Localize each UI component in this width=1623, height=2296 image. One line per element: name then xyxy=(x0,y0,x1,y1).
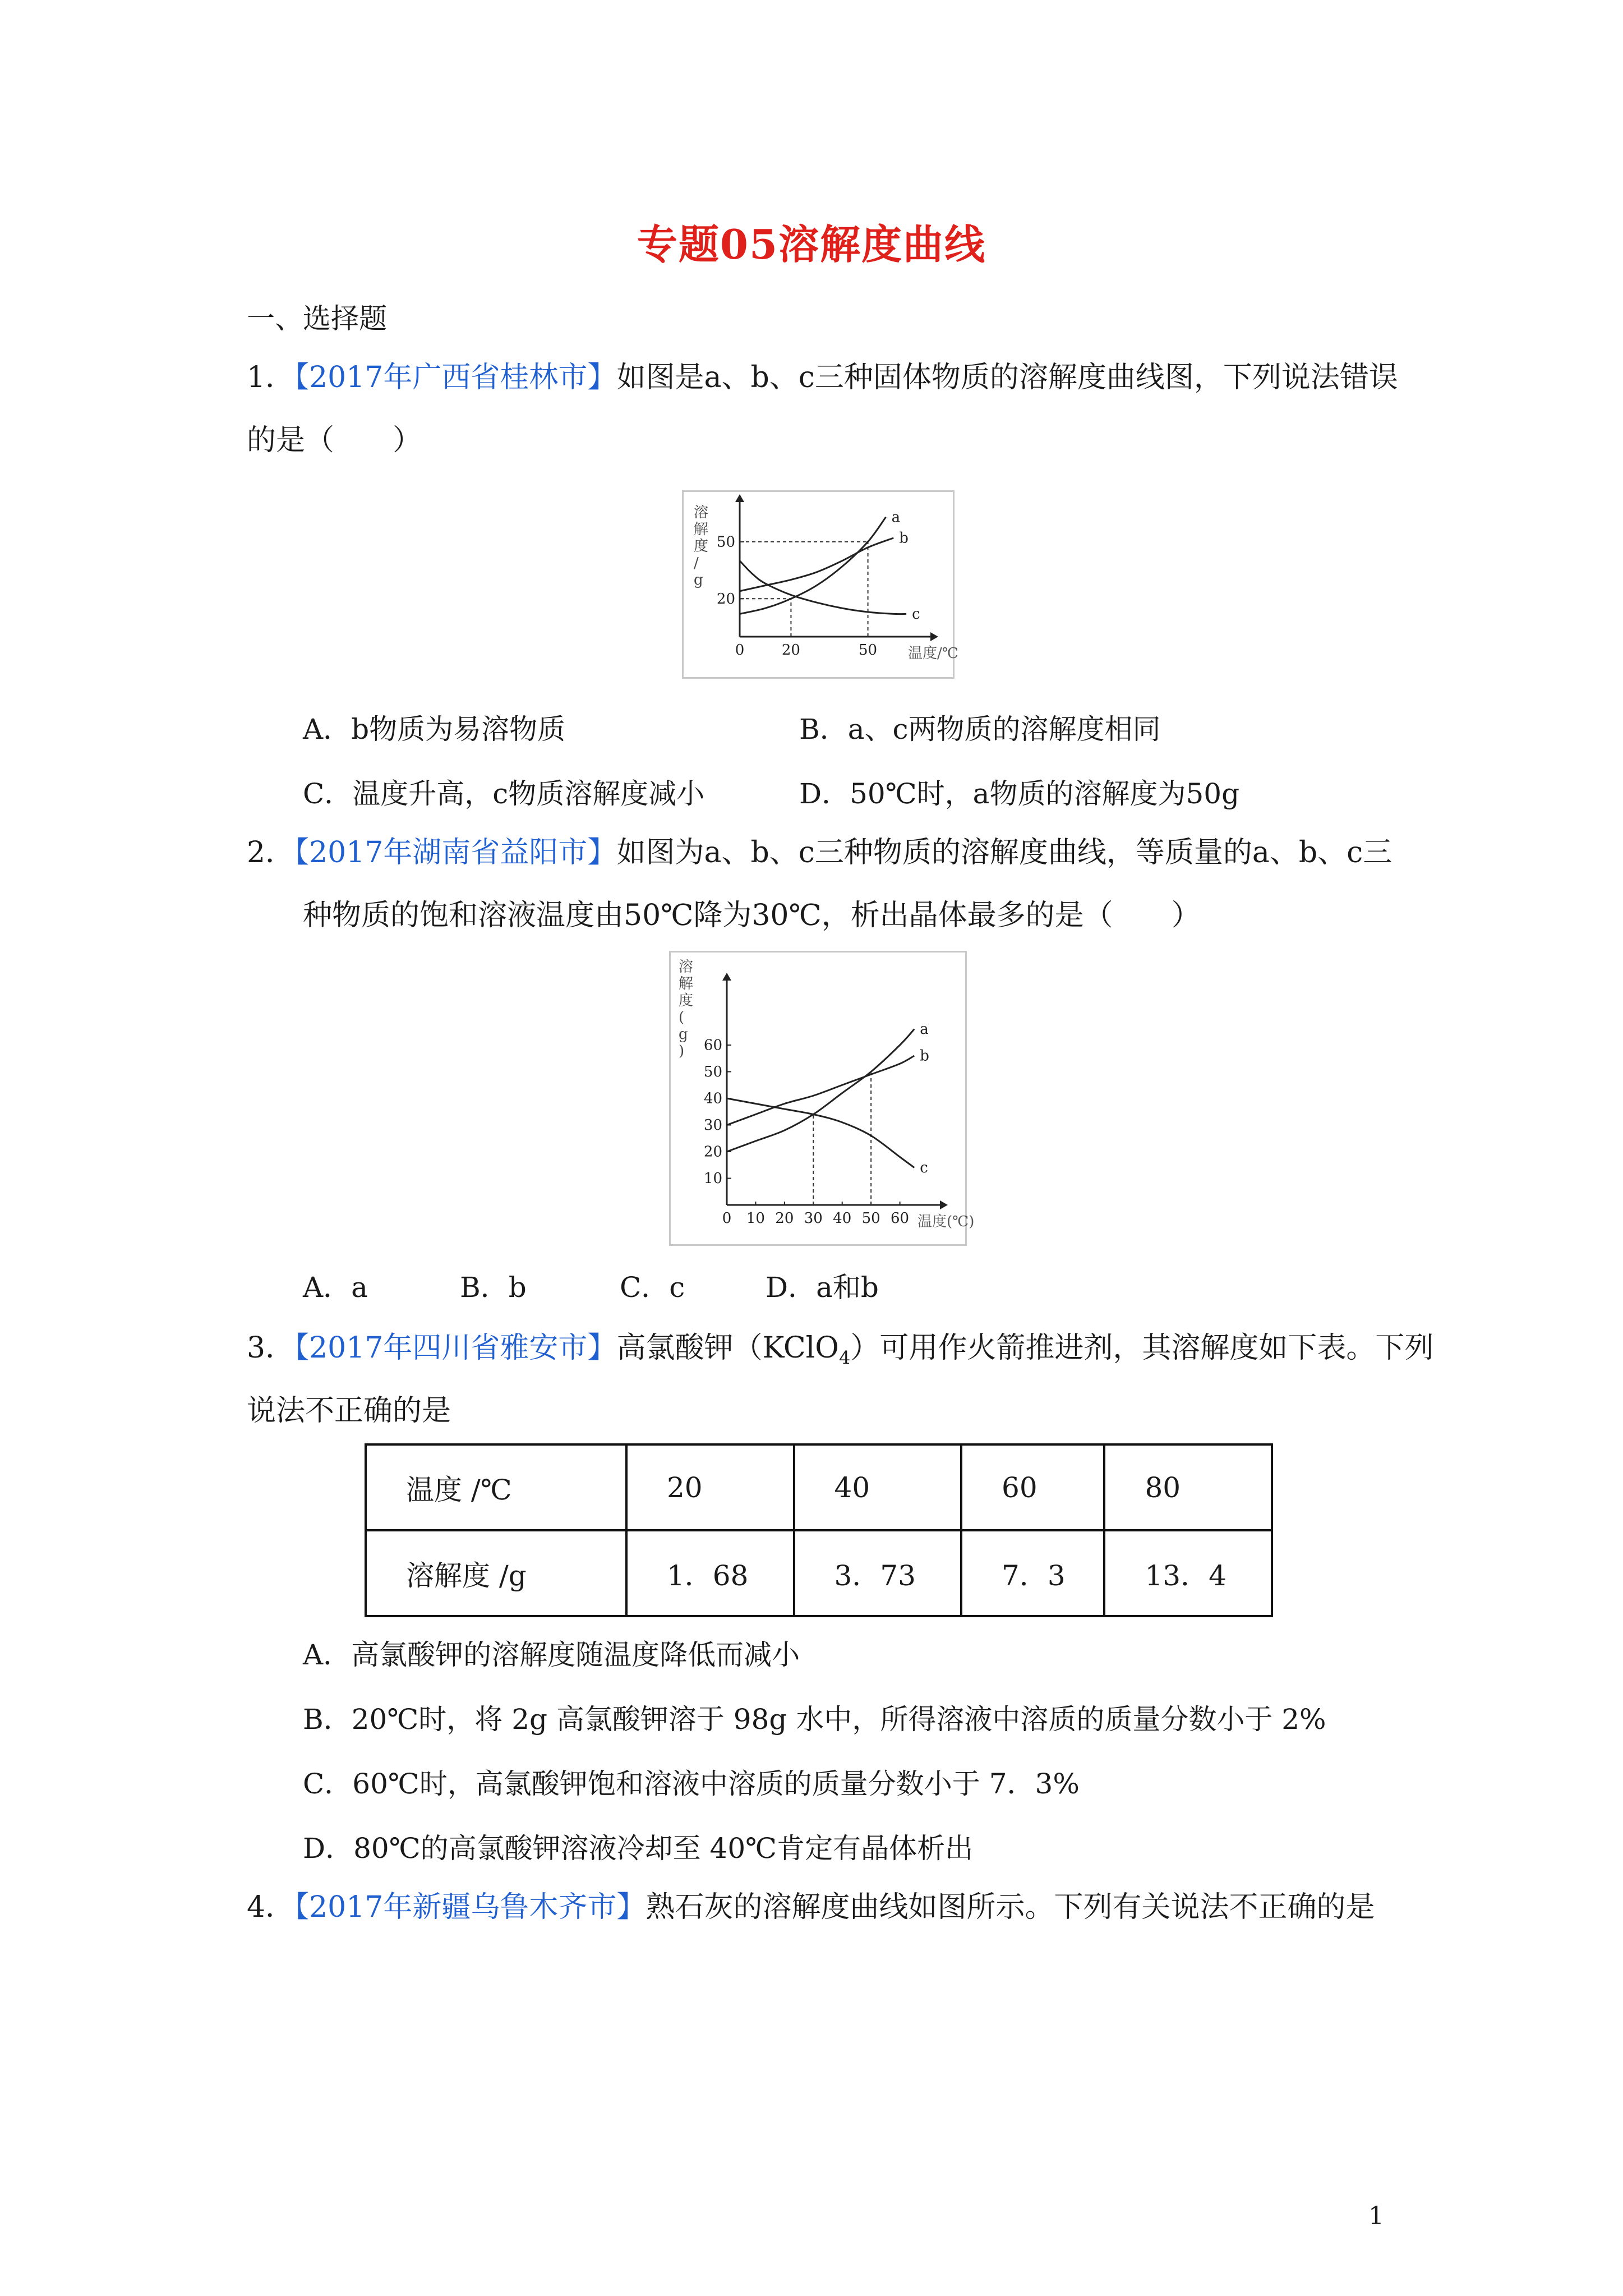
q3-option-b: B．20℃时，将 2g 高氯酸钾溶于 98g 水中，所得溶液中溶质的质量分数小于 2% xyxy=(303,1703,1326,1736)
page-title: 专题05溶解度曲线 xyxy=(637,220,986,268)
x-tick-label: 30 xyxy=(804,1210,823,1227)
x-tick-label: 20 xyxy=(775,1210,794,1227)
table-row xyxy=(366,1530,1272,1616)
q4-number: 4． xyxy=(247,1890,295,1924)
table-cell: 3．73 xyxy=(794,1530,962,1616)
table-cell: 1．68 xyxy=(626,1530,794,1616)
y-axis-label: 溶解度( g ) xyxy=(679,959,694,1060)
section-heading: 一、选择题 xyxy=(247,302,387,335)
y-tick-label: 50 xyxy=(703,1064,722,1081)
table-cell: 溶解度 /g xyxy=(366,1530,626,1616)
q2-option-d: D．a和b xyxy=(766,1271,879,1304)
x-axis-label: 温度(℃) xyxy=(917,1213,975,1230)
y-axis-arrow xyxy=(722,973,731,981)
q4-text: 熟石灰的溶解度曲线如图所示。下列有关说法不正确的是 xyxy=(645,1890,1375,1924)
y-tick-label: 40 xyxy=(703,1090,722,1107)
q3-text-a: 高氯酸钾（KClO xyxy=(616,1331,839,1365)
y-axis-label: 溶解度/ g xyxy=(694,504,709,588)
y-tick-label: 50 xyxy=(716,533,735,551)
q1-line1 xyxy=(247,361,1398,394)
y-tick-label: 10 xyxy=(703,1170,722,1188)
series-label-b: b xyxy=(920,1047,929,1065)
table-cell: 20 xyxy=(626,1444,794,1530)
q2-source: 【2017年湖南省益阳市】 xyxy=(294,836,617,869)
series-label-c: c xyxy=(920,1159,928,1177)
q3-subscript: 4 xyxy=(838,1347,851,1369)
q3-option-c: C．60℃时，高氯酸钾饱和溶液中溶质的质量分数小于 7．3% xyxy=(303,1768,1080,1800)
q3-number: 3． xyxy=(247,1331,295,1365)
table-cell: 13．4 xyxy=(1104,1530,1272,1616)
q3-line2: 说法不正确的是 xyxy=(247,1394,451,1428)
table-row xyxy=(366,1444,1272,1530)
q2-option-a: A．a xyxy=(303,1271,368,1304)
q1-solubility-chart xyxy=(684,492,958,677)
y-tick-label: 60 xyxy=(703,1037,722,1054)
q1-option-c: C．温度升高，c物质溶解度减小 xyxy=(303,777,705,810)
y-tick-label: 30 xyxy=(703,1117,722,1134)
series-label-a: a xyxy=(891,509,901,526)
page-number: 1 xyxy=(1368,2202,1384,2230)
x-tick-label: 0 xyxy=(735,642,745,659)
q3-source: 【2017年四川省雅安市】 xyxy=(294,1331,617,1365)
table-cell: 7．3 xyxy=(961,1530,1104,1616)
y-tick-label: 20 xyxy=(703,1143,722,1161)
series-line-b xyxy=(727,1056,914,1125)
q1-text: 如图是a、b、c三种固体物质的溶解度曲线图，下列说法错误 xyxy=(616,361,1398,394)
table-cell: 40 xyxy=(794,1444,962,1530)
q2-line2: 种物质的饱和溶液温度由50℃降为30℃，析出晶体最多的是（ ） xyxy=(303,899,1201,932)
q2-number: 2． xyxy=(247,836,295,869)
q3-option-a: A．高氯酸钾的溶解度随温度降低而减小 xyxy=(303,1639,800,1671)
q2-option-b: B．b xyxy=(460,1271,527,1304)
x-tick-label: 20 xyxy=(781,642,800,659)
q4-source: 【2017年新疆乌鲁木齐市】 xyxy=(294,1890,646,1924)
x-axis-arrow xyxy=(940,1200,948,1209)
q3-line1 xyxy=(247,1331,1433,1374)
series-label-a: a xyxy=(920,1021,929,1038)
x-axis-label: 温度/℃ xyxy=(908,645,958,662)
x-tick-label: 50 xyxy=(861,1210,880,1227)
series-line-b xyxy=(740,538,893,591)
q4-line1 xyxy=(247,1890,1375,1924)
q1-line2: 的是（ ） xyxy=(247,424,422,457)
solubility-table xyxy=(365,1443,1273,1617)
q1-source: 【2017年广西省桂林市】 xyxy=(294,361,617,394)
q2-line1 xyxy=(247,836,1392,869)
x-axis-arrow xyxy=(930,632,938,641)
y-axis-arrow xyxy=(735,494,744,502)
q2-solubility-chart xyxy=(671,953,975,1244)
q2-chart-figure xyxy=(669,951,975,1246)
series-line-a xyxy=(727,1029,914,1152)
x-tick-label: 50 xyxy=(859,642,878,659)
table-cell: 60 xyxy=(961,1444,1104,1530)
q1-option-d: D．50℃时，a物质的溶解度为50g xyxy=(799,777,1240,810)
q1-chart-figure xyxy=(682,490,958,679)
q1-option-a: A．b物质为易溶物质 xyxy=(303,713,566,746)
x-tick-label: 0 xyxy=(722,1210,732,1227)
q2-text: 如图为a、b、c三种物质的溶解度曲线，等质量的a、b、c三 xyxy=(616,836,1393,869)
series-label-b: b xyxy=(899,530,909,547)
y-tick-label: 20 xyxy=(716,590,735,608)
q3-text-b: ）可用作火箭推进剂，其溶解度如下表。下列 xyxy=(850,1331,1434,1365)
series-line-a xyxy=(740,517,886,614)
x-tick-label: 10 xyxy=(746,1210,765,1227)
x-tick-label: 40 xyxy=(833,1210,852,1227)
q1-number: 1． xyxy=(247,361,295,394)
q1-option-b: B．a、c两物质的溶解度相同 xyxy=(799,713,1161,746)
q3-option-d: D．80℃的高氯酸钾溶液冷却至 40℃肯定有晶体析出 xyxy=(303,1832,974,1865)
q2-option-c: C．c xyxy=(620,1271,685,1304)
series-label-c: c xyxy=(912,606,920,623)
table-cell: 80 xyxy=(1104,1444,1272,1530)
x-tick-label: 60 xyxy=(891,1210,910,1227)
table-cell: 温度 /℃ xyxy=(366,1444,626,1530)
